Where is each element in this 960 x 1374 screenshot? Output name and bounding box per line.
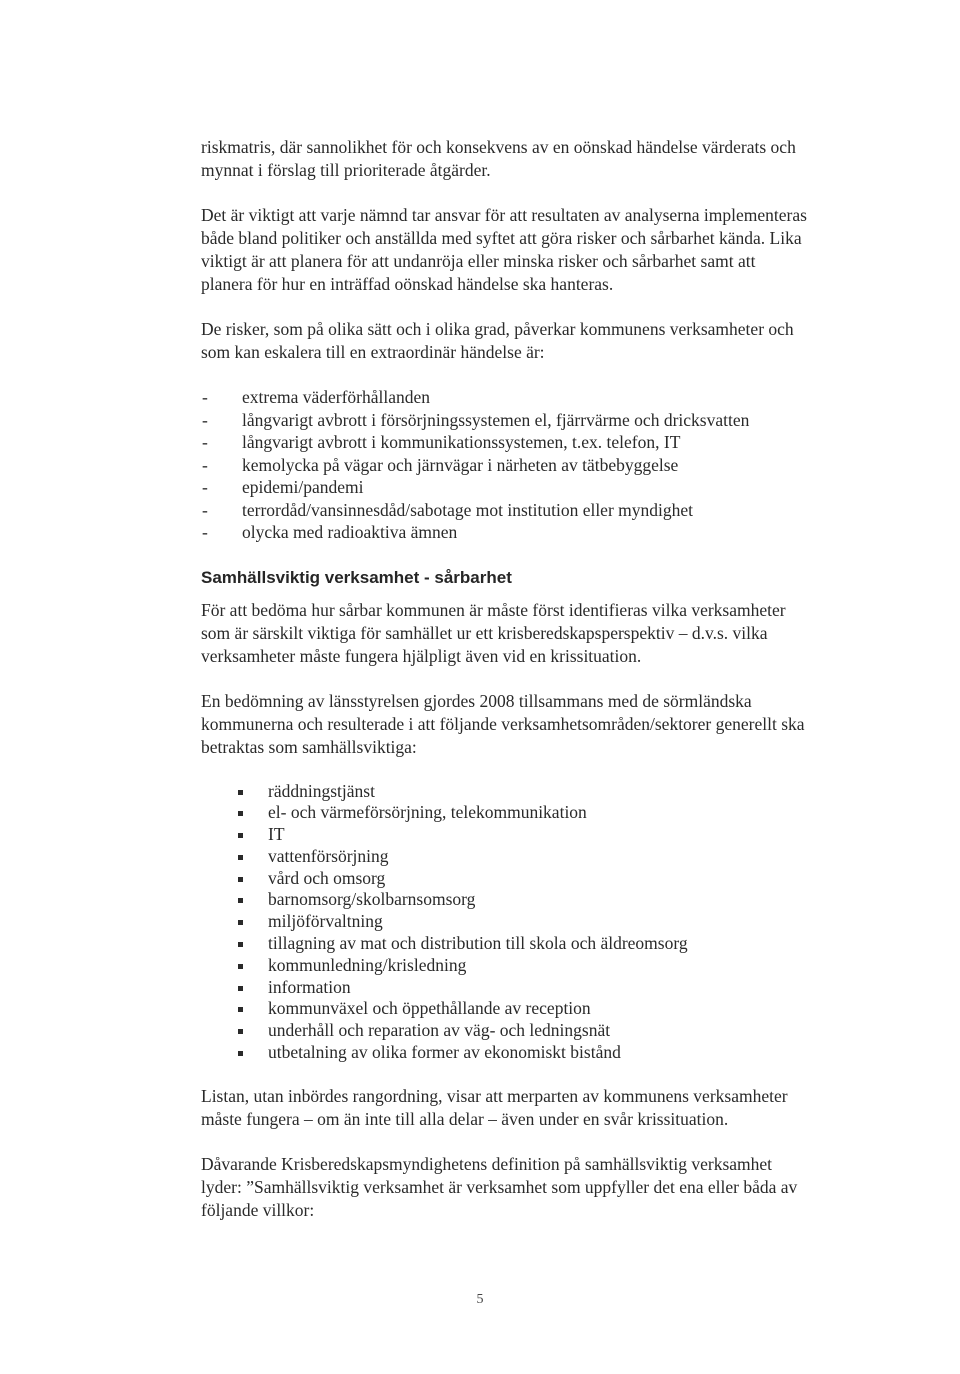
list-item: information [201,977,811,999]
paragraph-riskmatris: riskmatris, där sannolikhet för och konsekvens av en oönskad händelse värderats och mynnat i förslag till prioriterade åtgärder. [201,137,796,180]
square-bullet-icon [238,877,243,882]
dash-marker: - [202,409,208,430]
section-heading: Samhällsviktig verksamhet - sårbarhet [201,567,512,587]
page-content [201,136,811,1222]
list-item: barnomsorg/skolbarnsomsorg [201,889,811,911]
square-bullet-icon [238,920,243,925]
square-bullet-icon [238,1051,243,1056]
list-item: kommunväxel och öppethållande av reception [201,998,811,1020]
list-item: - extrema väderförhållanden [202,387,431,407]
square-bullet-icon [238,942,243,947]
list-item: - olycka med radioaktiva ämnen [202,522,458,542]
list-item: utbetalning av olika former av ekonomiskt bistånd [201,1042,811,1064]
list-item: - epidemi/pandemi [202,477,364,497]
list-item: underhåll och reparation av väg- och ledningsnät [201,1020,811,1042]
square-bullet-icon [238,898,243,903]
square-bullet-icon [238,1029,243,1034]
dash-marker: - [202,499,208,520]
list-item: tillagning av mat och distribution till skola och äldreomsorg [201,933,811,955]
list-item: - långvarigt avbrott i kommunikationssystemen, t.ex. telefon, IT [202,432,681,452]
list-item: IT [201,824,811,846]
list-item: vård och omsorg [201,868,811,890]
dash-marker: - [202,432,208,452]
square-bullet-icon [238,1007,243,1012]
paragraph-lansstyrelsen: En bedömning av länsstyrelsen gjordes 2008 tillsammans med de sörmländska kommunerna och resulterade i att följande verksamhetsområden/sektorer generellt ska betraktas som samhällsviktiga: [201,690,805,757]
paragraph-responsibility: Det är viktigt att varje nämnd tar ansvar för att resultaten av analyserna implementeras både bland politiker och anställda med syftet att göra risker och sårbarhet kända. Lika viktigt är att planera för att undanröja eller minska risker och sårbarhet samt att planera för hur en inträffad oönskad händelse ska hanteras. [201,205,807,294]
square-bullet-icon [238,833,243,838]
dash-marker: - [202,387,208,407]
list-item: - terrordåd/vansinnesdåd/sabotage mot institution eller myndighet [202,499,694,520]
list-item: el- och värmeförsörjning, telekommunikation [201,802,811,824]
square-bullet-icon [238,855,243,860]
risk-list [201,386,811,544]
square-bullet-icon [238,790,243,795]
dash-marker: - [202,522,208,542]
list-item: miljöförvaltning [201,911,811,933]
paragraph-definition: Dåvarande Krisberedskapsmyndighetens definition på samhällsviktig verksamhet lyder: ”Samhällsviktig verksamhet är verksamhet som uppfyller det ena eller båda av följande villkor: [201,1153,798,1220]
dash-marker: - [202,477,208,497]
list-item: - långvarigt avbrott i försörjningssystemen el, fjärrvärme och dricksvatten [202,409,750,430]
paragraph-assessment: För att bedöma hur sårbar kommunen är måste först identifieras vilka verksamheter som är särskilt viktiga för samhället ur ett krisberedskapsperspektiv – d.v.s. vilka verksamheter måste fungera hjälpligt även vid en krissituation. [201,599,786,666]
list-item: vattenförsörjning [201,846,811,868]
page-number: 5 [476,1292,484,1307]
square-bullet-icon [238,964,243,969]
list-item: - kemolycka på vägar och järnvägar i närheten av tätbebyggelse [202,454,679,475]
square-bullet-icon [238,986,243,991]
list-item: räddningstjänst [201,781,811,803]
dash-marker: - [202,454,208,475]
critical-sectors-list [201,781,811,1064]
paragraph-risks-intro: De risker, som på olika sätt och i olika grad, påverkar kommunens verksamheter och som kan eskalera till en extraordinär händelse är: [201,319,794,362]
paragraph-list-summary: Listan, utan inbördes rangordning, visar att merparten av kommunens verksamheter måste fungera – om än inte till alla delar – även under en svår krissituation. [201,1085,788,1129]
square-bullet-icon [238,811,243,816]
list-item: kommunledning/krisledning [201,955,811,977]
